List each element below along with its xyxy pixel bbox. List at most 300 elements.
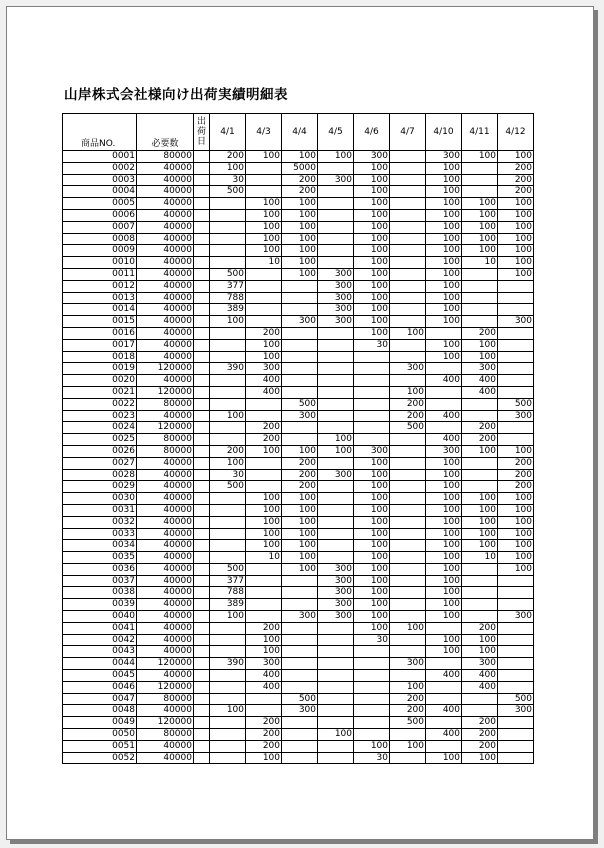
cell-qty (390, 516, 426, 528)
table-row (63, 705, 534, 717)
cell-qty: 100 (498, 245, 534, 257)
cell-qty (282, 386, 318, 398)
cell-qty: 300 (426, 445, 462, 457)
cell-qty (246, 611, 282, 623)
cell-qty (462, 304, 498, 316)
cell-ship-date (194, 681, 210, 693)
cell-qty: 300 (318, 280, 354, 292)
cell-qty: 100 (426, 186, 462, 198)
cell-required: 40000 (137, 752, 194, 764)
cell-required: 40000 (137, 587, 194, 599)
cell-ship-date (194, 493, 210, 505)
cell-qty: 400 (462, 386, 498, 398)
cell-code: 0027 (63, 457, 137, 469)
cell-required: 80000 (137, 398, 194, 410)
header-ship-date-label: 出 荷 日 (196, 117, 206, 147)
cell-qty: 100 (462, 209, 498, 221)
cell-qty (354, 670, 390, 682)
table-row (63, 729, 534, 741)
cell-qty (282, 339, 318, 351)
cell-qty: 200 (282, 469, 318, 481)
cell-required: 40000 (137, 410, 194, 422)
cell-required: 40000 (137, 186, 194, 198)
cell-ship-date (194, 422, 210, 434)
header-date: 4/5 (318, 114, 354, 151)
cell-qty (390, 316, 426, 328)
cell-qty (462, 410, 498, 422)
cell-code: 0010 (63, 257, 137, 269)
cell-qty (246, 587, 282, 599)
cell-qty: 100 (354, 304, 390, 316)
header-date: 4/1 (210, 114, 246, 151)
cell-qty: 100 (498, 209, 534, 221)
cell-ship-date (194, 375, 210, 387)
cell-qty: 100 (498, 528, 534, 540)
cell-qty: 300 (246, 363, 282, 375)
cell-qty (210, 752, 246, 764)
cell-required: 40000 (137, 327, 194, 339)
cell-qty: 200 (390, 398, 426, 410)
table-row (63, 563, 534, 575)
cell-qty: 100 (426, 233, 462, 245)
cell-qty: 100 (498, 563, 534, 575)
cell-code: 0043 (63, 646, 137, 658)
cell-qty: 100 (246, 752, 282, 764)
cell-qty: 100 (210, 611, 246, 623)
cell-qty (246, 292, 282, 304)
cell-qty: 100 (390, 327, 426, 339)
cell-required: 80000 (137, 151, 194, 163)
cell-qty (390, 162, 426, 174)
cell-qty: 100 (210, 162, 246, 174)
cell-qty: 500 (210, 186, 246, 198)
cell-qty: 100 (246, 516, 282, 528)
cell-qty (318, 552, 354, 564)
cell-qty (390, 233, 426, 245)
cell-qty (462, 398, 498, 410)
cell-qty: 100 (426, 245, 462, 257)
header-date: 4/4 (282, 114, 318, 151)
cell-qty (354, 422, 390, 434)
cell-qty (318, 717, 354, 729)
cell-ship-date (194, 634, 210, 646)
cell-ship-date (194, 221, 210, 233)
cell-required: 80000 (137, 729, 194, 741)
cell-qty (282, 646, 318, 658)
cell-qty: 100 (426, 174, 462, 186)
header-date: 4/10 (426, 114, 462, 151)
cell-qty: 100 (426, 552, 462, 564)
table-row (63, 693, 534, 705)
cell-qty: 377 (210, 575, 246, 587)
cell-qty (318, 398, 354, 410)
cell-qty: 100 (426, 611, 462, 623)
cell-qty: 200 (462, 622, 498, 634)
table-row (63, 540, 534, 552)
table-row (63, 257, 534, 269)
cell-qty (390, 469, 426, 481)
cell-ship-date (194, 386, 210, 398)
cell-qty: 100 (426, 493, 462, 505)
table-row (63, 611, 534, 623)
cell-qty (282, 292, 318, 304)
cell-qty: 100 (354, 233, 390, 245)
cell-required: 120000 (137, 681, 194, 693)
cell-qty (282, 575, 318, 587)
cell-qty: 100 (210, 316, 246, 328)
cell-code: 0011 (63, 268, 137, 280)
header-date: 4/3 (246, 114, 282, 151)
cell-qty: 100 (246, 209, 282, 221)
cell-qty (462, 481, 498, 493)
header-row (63, 114, 534, 151)
cell-qty: 100 (426, 587, 462, 599)
cell-qty: 100 (246, 351, 282, 363)
cell-qty (210, 740, 246, 752)
cell-qty (354, 434, 390, 446)
cell-qty: 100 (426, 481, 462, 493)
cell-qty: 100 (354, 257, 390, 269)
cell-qty: 300 (318, 599, 354, 611)
cell-qty: 100 (462, 634, 498, 646)
cell-ship-date (194, 599, 210, 611)
cell-qty (282, 752, 318, 764)
cell-code: 0047 (63, 693, 137, 705)
cell-qty: 400 (462, 375, 498, 387)
cell-qty: 390 (210, 658, 246, 670)
cell-required: 40000 (137, 552, 194, 564)
cell-qty: 100 (426, 528, 462, 540)
cell-ship-date (194, 233, 210, 245)
cell-qty: 100 (390, 740, 426, 752)
cell-qty: 400 (246, 375, 282, 387)
cell-qty: 30 (210, 469, 246, 481)
cell-qty: 200 (390, 693, 426, 705)
cell-qty: 200 (498, 469, 534, 481)
cell-qty (282, 327, 318, 339)
cell-code: 0005 (63, 198, 137, 210)
cell-qty: 100 (462, 351, 498, 363)
cell-required: 40000 (137, 493, 194, 505)
cell-qty: 200 (390, 705, 426, 717)
cell-required: 120000 (137, 363, 194, 375)
cell-ship-date (194, 186, 210, 198)
cell-qty: 100 (354, 221, 390, 233)
cell-qty: 100 (354, 162, 390, 174)
cell-qty: 300 (318, 292, 354, 304)
table-row (63, 552, 534, 564)
table-row (63, 363, 534, 375)
cell-ship-date (194, 445, 210, 457)
cell-qty: 100 (354, 186, 390, 198)
table-row (63, 375, 534, 387)
cell-ship-date (194, 162, 210, 174)
cell-required: 40000 (137, 528, 194, 540)
cell-qty (390, 729, 426, 741)
cell-ship-date (194, 410, 210, 422)
cell-qty (354, 410, 390, 422)
cell-qty (318, 681, 354, 693)
cell-qty (210, 434, 246, 446)
table-row (63, 752, 534, 764)
cell-qty: 100 (318, 445, 354, 457)
cell-ship-date (194, 151, 210, 163)
cell-code: 0033 (63, 528, 137, 540)
cell-qty: 100 (246, 528, 282, 540)
cell-qty: 100 (246, 339, 282, 351)
cell-qty (498, 740, 534, 752)
cell-code: 0007 (63, 221, 137, 233)
cell-qty (318, 198, 354, 210)
cell-qty (498, 375, 534, 387)
cell-ship-date (194, 670, 210, 682)
cell-qty (390, 540, 426, 552)
cell-qty: 500 (282, 693, 318, 705)
cell-qty (246, 186, 282, 198)
cell-qty (318, 634, 354, 646)
cell-qty: 100 (282, 268, 318, 280)
cell-qty: 300 (390, 658, 426, 670)
cell-qty (462, 599, 498, 611)
cell-qty (498, 434, 534, 446)
cell-qty (210, 257, 246, 269)
cell-qty: 100 (210, 705, 246, 717)
table-row (63, 268, 534, 280)
cell-qty (390, 493, 426, 505)
cell-qty (246, 563, 282, 575)
cell-ship-date (194, 552, 210, 564)
cell-qty: 100 (426, 198, 462, 210)
table-row (63, 493, 534, 505)
cell-qty: 100 (462, 233, 498, 245)
cell-qty: 100 (354, 528, 390, 540)
cell-qty (498, 304, 534, 316)
cell-qty (354, 386, 390, 398)
cell-qty (426, 422, 462, 434)
cell-qty: 100 (354, 198, 390, 210)
cell-qty: 100 (282, 540, 318, 552)
cell-qty: 100 (426, 316, 462, 328)
cell-qty: 100 (282, 493, 318, 505)
cell-qty (498, 422, 534, 434)
cell-qty: 100 (246, 198, 282, 210)
cell-code: 0036 (63, 563, 137, 575)
cell-qty: 10 (462, 257, 498, 269)
cell-qty: 200 (498, 457, 534, 469)
cell-qty (210, 327, 246, 339)
cell-qty (210, 398, 246, 410)
cell-qty: 100 (426, 209, 462, 221)
cell-qty (318, 705, 354, 717)
cell-qty (498, 327, 534, 339)
cell-qty: 300 (498, 410, 534, 422)
cell-qty: 100 (282, 245, 318, 257)
cell-qty (390, 670, 426, 682)
cell-qty (390, 174, 426, 186)
cell-qty (210, 233, 246, 245)
cell-ship-date (194, 434, 210, 446)
cell-ship-date (194, 717, 210, 729)
cell-qty (390, 445, 426, 457)
cell-qty (210, 693, 246, 705)
cell-qty (318, 528, 354, 540)
cell-qty (426, 717, 462, 729)
cell-qty (318, 209, 354, 221)
cell-qty (462, 469, 498, 481)
cell-qty (354, 646, 390, 658)
cell-qty: 400 (246, 386, 282, 398)
cell-qty (498, 634, 534, 646)
cell-code: 0032 (63, 516, 137, 528)
table-row (63, 575, 534, 587)
cell-qty: 200 (210, 445, 246, 457)
cell-qty (426, 693, 462, 705)
cell-qty: 400 (426, 375, 462, 387)
cell-qty (318, 504, 354, 516)
cell-qty: 300 (282, 316, 318, 328)
cell-qty: 200 (246, 717, 282, 729)
cell-qty: 200 (210, 151, 246, 163)
table-body (63, 151, 534, 764)
cell-ship-date (194, 363, 210, 375)
cell-qty: 100 (354, 552, 390, 564)
cell-qty (246, 174, 282, 186)
table-row (63, 327, 534, 339)
cell-ship-date (194, 316, 210, 328)
cell-qty (318, 493, 354, 505)
cell-qty (498, 752, 534, 764)
cell-qty: 400 (462, 670, 498, 682)
cell-qty (318, 233, 354, 245)
table-row (63, 351, 534, 363)
cell-qty: 100 (354, 622, 390, 634)
cell-qty (318, 646, 354, 658)
cell-qty: 100 (462, 245, 498, 257)
table-row (63, 469, 534, 481)
table-row (63, 445, 534, 457)
table-row (63, 516, 534, 528)
cell-qty (462, 280, 498, 292)
cell-qty (318, 740, 354, 752)
cell-qty: 500 (390, 717, 426, 729)
cell-ship-date (194, 351, 210, 363)
cell-qty (390, 221, 426, 233)
cell-qty: 100 (246, 634, 282, 646)
cell-qty: 300 (282, 611, 318, 623)
table-row (63, 457, 534, 469)
cell-qty (318, 422, 354, 434)
cell-ship-date (194, 327, 210, 339)
cell-qty (354, 681, 390, 693)
cell-qty: 100 (426, 575, 462, 587)
cell-qty: 100 (246, 540, 282, 552)
cell-required: 40000 (137, 257, 194, 269)
cell-ship-date (194, 198, 210, 210)
cell-required: 80000 (137, 693, 194, 705)
cell-qty: 100 (426, 280, 462, 292)
cell-ship-date (194, 622, 210, 634)
cell-qty (390, 587, 426, 599)
cell-qty: 300 (354, 151, 390, 163)
cell-qty (210, 717, 246, 729)
cell-qty (390, 504, 426, 516)
cell-qty: 100 (354, 327, 390, 339)
cell-qty: 200 (462, 740, 498, 752)
cell-qty (282, 280, 318, 292)
cell-qty: 100 (318, 729, 354, 741)
cell-qty: 100 (426, 634, 462, 646)
cell-qty (354, 351, 390, 363)
cell-code: 0014 (63, 304, 137, 316)
cell-qty: 100 (282, 552, 318, 564)
cell-qty (462, 186, 498, 198)
table-row (63, 233, 534, 245)
cell-code: 0023 (63, 410, 137, 422)
table-row (63, 646, 534, 658)
cell-qty (318, 658, 354, 670)
table-row (63, 339, 534, 351)
cell-qty (318, 375, 354, 387)
cell-qty: 100 (354, 504, 390, 516)
cell-qty (210, 540, 246, 552)
cell-qty (210, 375, 246, 387)
cell-qty: 100 (498, 540, 534, 552)
cell-qty: 100 (210, 410, 246, 422)
cell-qty (462, 268, 498, 280)
cell-qty: 100 (426, 563, 462, 575)
cell-ship-date (194, 304, 210, 316)
cell-qty (210, 622, 246, 634)
cell-qty: 100 (354, 516, 390, 528)
cell-required: 40000 (137, 304, 194, 316)
cell-qty: 200 (462, 422, 498, 434)
cell-ship-date (194, 575, 210, 587)
cell-qty: 100 (246, 445, 282, 457)
cell-qty: 100 (462, 528, 498, 540)
cell-qty: 200 (498, 481, 534, 493)
cell-qty: 100 (462, 540, 498, 552)
cell-qty (426, 681, 462, 693)
cell-qty (282, 729, 318, 741)
cell-qty (210, 198, 246, 210)
cell-required: 80000 (137, 434, 194, 446)
cell-qty (390, 280, 426, 292)
cell-ship-date (194, 752, 210, 764)
cell-qty (246, 162, 282, 174)
cell-required: 40000 (137, 481, 194, 493)
cell-qty: 300 (498, 705, 534, 717)
cell-qty: 100 (498, 504, 534, 516)
cell-qty (318, 516, 354, 528)
cell-qty (282, 351, 318, 363)
cell-qty (462, 693, 498, 705)
cell-qty: 300 (318, 587, 354, 599)
cell-qty (282, 599, 318, 611)
cell-qty: 100 (462, 339, 498, 351)
cell-qty: 100 (354, 209, 390, 221)
cell-qty: 200 (282, 457, 318, 469)
cell-qty (354, 398, 390, 410)
cell-ship-date (194, 563, 210, 575)
cell-qty: 200 (462, 327, 498, 339)
cell-qty (498, 658, 534, 670)
cell-ship-date (194, 693, 210, 705)
cell-qty: 100 (354, 575, 390, 587)
cell-qty: 100 (498, 552, 534, 564)
cell-qty: 100 (318, 151, 354, 163)
table-row (63, 280, 534, 292)
cell-required: 40000 (137, 646, 194, 658)
